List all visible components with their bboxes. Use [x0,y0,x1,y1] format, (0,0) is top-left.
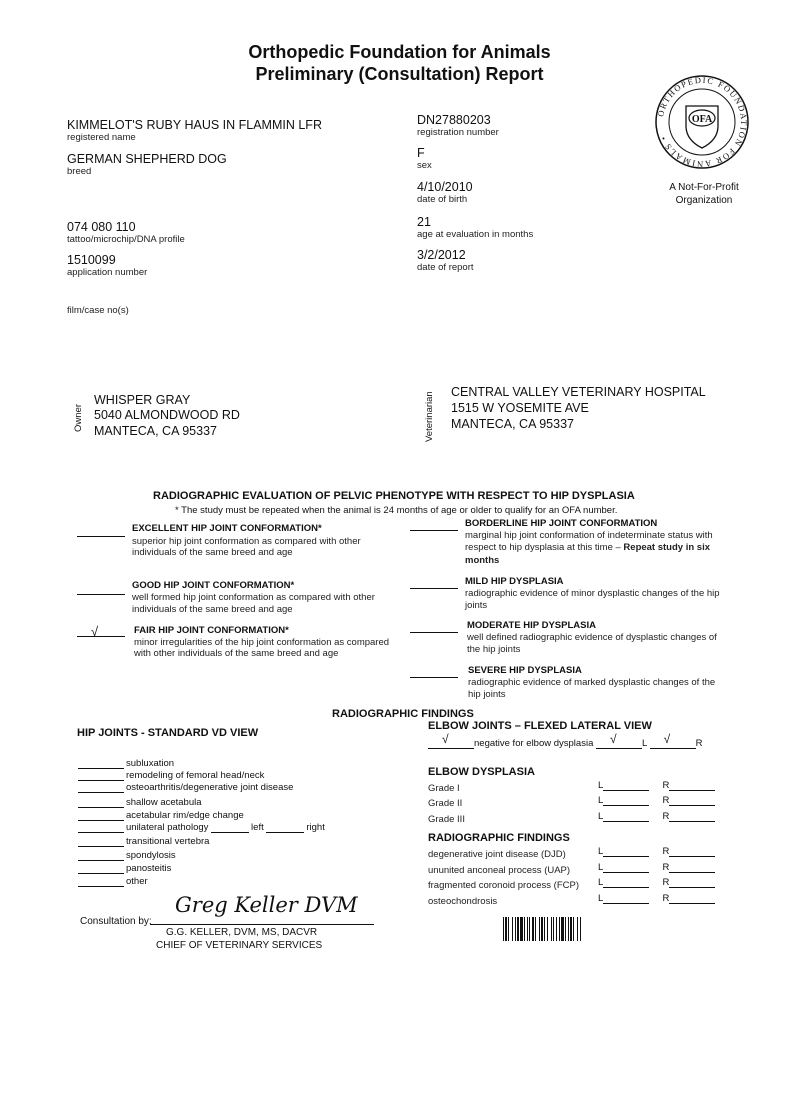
date-of-birth-label: date of birth [417,194,468,205]
fcp-label: fragmented coronoid process (FCP) [428,880,580,891]
hip-item: osteoarthritis/degenerative joint disease [78,782,293,793]
fair-desc-1: minor irregularities of the hip joint conformation as compared [134,637,390,648]
hip-item: remodeling of femoral head/neck [78,770,264,781]
ofa-seal-icon [654,74,750,170]
sex-label: sex [417,160,432,171]
registered-name: KIMMELOT'S RUBY HAUS IN FLAMMIN LFR [67,118,322,132]
excellent-desc-1: superior hip joint conformation as compared with other [132,536,361,547]
evaluation-heading: RADIOGRAPHIC EVALUATION OF PELVIC PHENOTYPE WITH RESPECT TO HIP DYSPLASIA [153,490,635,502]
elbow-findings-heading: RADIOGRAPHIC FINDINGS [428,832,570,844]
registration-number-label: registration number [417,127,499,138]
hip-item: subluxation [78,758,174,769]
hip-item: spondylosis [78,850,176,861]
mild-title: MILD HIP DYSPLASIA [465,576,564,587]
vet-name: CENTRAL VALLEY VETERINARY HOSPITAL [451,385,706,399]
date-of-report: 3/2/2012 [417,248,466,262]
seal-caption-1: A Not-For-Profit [669,182,739,193]
good-blank [77,594,125,595]
vet-address-2: MANTECA, CA 95337 [451,417,574,431]
registration-number: DN27880203 [417,113,491,127]
hip-item-unilateral: unilateral pathology left right [78,822,325,833]
good-desc-1: well formed hip joint conformation as compared with other [132,592,375,603]
fair-blank [77,624,125,639]
tattoo-label: tattoo/microchip/DNA profile [67,234,185,245]
registered-name-label: registered name [67,132,136,143]
grade-1-lr: L R [598,780,715,791]
moderate-desc-2: the hip joints [467,644,521,655]
signature-script: Greg Keller DVM [175,893,358,917]
elbow-negative-check: √ [442,732,449,746]
age-label: age at evaluation in months [417,229,534,240]
breed-label: breed [67,166,92,177]
borderline-desc-1: marginal hip joint conformation of indeterminate status with [465,530,713,541]
svg-text:OFA: OFA [691,114,713,125]
consultation-label: Consultation by: [80,916,152,927]
hip-item: other [78,876,148,887]
elbow-right-label: R [695,738,703,749]
owner-address-1: 5040 ALMONDWOOD RD [94,408,240,422]
vet-address-1: 1515 W YOSEMITE AVE [451,401,589,415]
moderate-blank [410,632,458,633]
owner-address-2: MANTECA, CA 95337 [94,424,217,438]
mild-desc-1: radiographic evidence of minor dysplastic changes of the hip [465,588,720,599]
fair-desc-2: with other individuals of the same breed and age [134,648,339,659]
sex-value: F [417,146,425,160]
borderline-desc-3: months [465,555,500,566]
report-subtitle: Preliminary (Consultation) Report [255,64,544,84]
signatory-title: CHIEF OF VETERINARY SERVICES [156,940,323,951]
moderate-desc-1: well defined radiographic evidence of dysplastic changes of [467,632,717,643]
hip-item: transitional vertebra [78,836,209,847]
veterinarian-label: Veterinarian [424,391,435,442]
elbow-joints-heading: ELBOW JOINTS – FLEXED LATERAL VIEW [428,720,652,732]
date-of-report-label: date of report [417,262,474,273]
seal-caption-2: Organization [675,195,733,206]
severe-desc-1: radiographic evidence of marked dysplastic changes of the [468,677,716,688]
owner-label: Owner [73,404,84,432]
borderline-desc-2: respect to hip dysplasia at this time – Repeat study in six [465,542,711,553]
barcode [503,917,681,941]
mild-desc-2: joints [465,600,488,611]
osteochondrosis-label: osteochondrosis [428,896,498,907]
owner-name: WHISPER GRAY [94,393,191,407]
hip-item: shallow acetabula [78,797,202,808]
hip-item: acetabular rim/edge change [78,810,244,821]
signature-line [150,924,374,925]
breed: GERMAN SHEPHERD DOG [67,152,227,166]
severe-title: SEVERE HIP DYSPLASIA [468,665,582,676]
grade-2-label: Grade II [428,798,463,809]
elbow-negative-row [428,732,703,749]
good-desc-2: individuals of the same breed and age [132,604,293,615]
borderline-title: BORDERLINE HIP JOINT CONFORMATION [465,518,658,529]
elbow-left-label: L [642,738,647,749]
excellent-desc-2: individuals of the same breed and age [132,547,293,558]
elbow-negative-label: negative for elbow dysplasia [474,738,594,749]
hip-item: panosteitis [78,863,171,874]
severe-desc-2: hip joints [468,689,506,700]
severe-blank [410,677,458,678]
grade-2-lr: L R [598,795,715,806]
svg-text:ORTHOPEDIC FOUNDATION FOR ANIM: ORTHOPEDIC FOUNDATION FOR ANIMALS • [655,74,750,170]
date-of-birth: 4/10/2010 [417,180,473,194]
grade-1-label: Grade I [428,783,460,794]
excellent-title: EXCELLENT HIP JOINT CONFORMATION* [132,523,322,534]
evaluation-note: * The study must be repeated when the animal is 24 months of age or older to qualify for an OFA number. [175,505,618,516]
film-case-label: film/case no(s) [67,305,129,316]
elbow-dysplasia-heading: ELBOW DYSPLASIA [428,766,535,778]
signatory-name: G.G. KELLER, DVM, MS, DACVR [166,927,318,938]
mild-blank [410,588,458,589]
elbow-left-check: √ [610,732,617,746]
findings-heading: RADIOGRAPHIC FINDINGS [332,708,474,720]
uap-lr: L R [598,862,715,873]
fair-title: FAIR HIP JOINT CONFORMATION* [134,625,289,636]
moderate-title: MODERATE HIP DYSPLASIA [467,620,596,631]
fair-check-mark: √ [91,624,99,639]
djd-label: degenerative joint disease (DJD) [428,849,566,860]
hip-joints-heading: HIP JOINTS - STANDARD VD VIEW [77,727,259,739]
borderline-blank [410,530,458,531]
fcp-lr: L R [598,877,715,888]
elbow-right-check: √ [663,732,671,746]
osteochondrosis-lr: L R [598,893,715,904]
uap-label: ununited anconeal process (UAP) [428,865,571,876]
age-value: 21 [417,215,431,229]
djd-lr: L R [598,846,715,857]
tattoo-value: 074 080 110 [67,220,136,234]
application-number: 1510099 [67,253,116,267]
grade-3-label: Grade III [428,814,465,825]
excellent-blank [77,536,125,537]
application-number-label: application number [67,267,148,278]
grade-3-lr: L R [598,811,715,822]
report-title: Orthopedic Foundation for Animals [248,42,551,62]
good-title: GOOD HIP JOINT CONFORMATION* [132,580,295,591]
